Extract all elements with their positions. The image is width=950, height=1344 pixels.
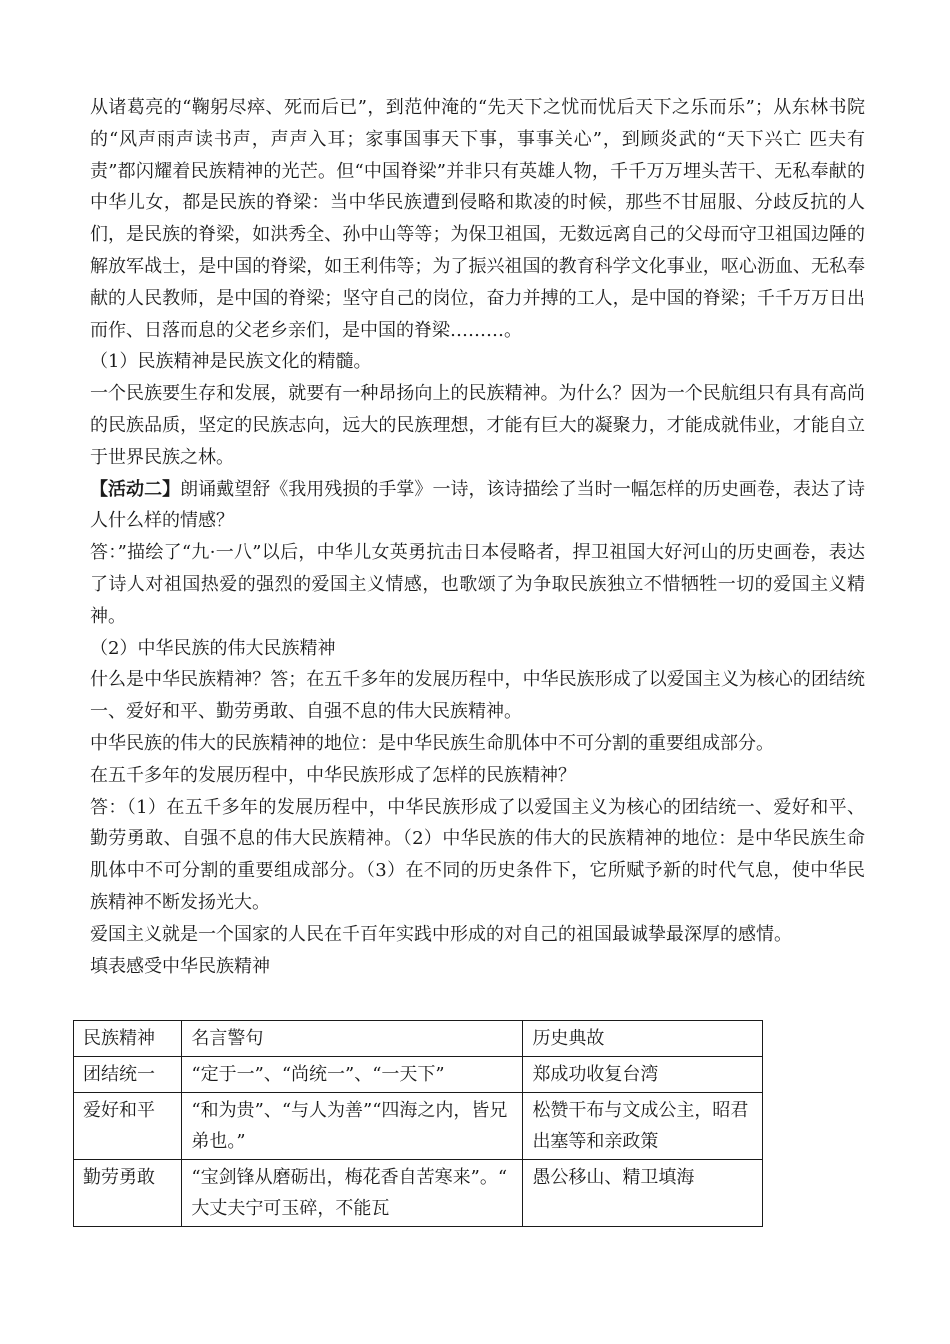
table-cell: 郑成功收复台湾 <box>523 1057 763 1093</box>
national-spirit-table <box>73 1020 763 1227</box>
national-spirit-status: 中华民族的伟大的民族精神的地位：是中华民族生命肌体中不可分割的重要组成部分。 <box>90 732 774 754</box>
table-row <box>74 1093 763 1160</box>
table-header-cell: 历史典故 <box>523 1021 763 1057</box>
national-spirit-definition: 什么是中华民族精神？答；在五千多年的发展历程中，中华民族形成了以爱国主义为核心的团结统一、爱好和平、勤劳勇敢、自强不息的伟大民族精神。 <box>90 669 865 723</box>
table-row <box>74 1057 763 1093</box>
table-header-cell: 名言警句 <box>182 1021 523 1057</box>
question-paragraph: 在五千多年的发展历程中，中华民族形成了怎样的民族精神？ <box>90 764 576 786</box>
table-header-row <box>74 1021 763 1057</box>
section-1-heading: （1）民族精神是民族文化的精髓。 <box>90 351 372 373</box>
table-cell: “定于一”、“尚统一”、“一天下” <box>182 1057 523 1093</box>
table-cell: 爱好和平 <box>74 1093 182 1160</box>
document-body <box>90 92 865 982</box>
table-header-cell: 民族精神 <box>74 1021 182 1057</box>
table-cell: 愚公移山、精卫填海 <box>523 1160 763 1227</box>
table-cell: 松赞干布与文成公主，昭君出塞等和亲政策 <box>523 1093 763 1160</box>
table-caption: 填表感受中华民族精神 <box>90 955 270 977</box>
table-cell: 勤劳勇敢 <box>74 1160 182 1227</box>
table-row <box>74 1160 763 1227</box>
section-1-paragraph: 一个民族要生存和发展，就要有一种昂扬向上的民族精神。为什么？因为一个民航组只有具有高尚的民族品质，坚定的民族志向，远大的民族理想，才能有巨大的凝聚力，才能成就伟业，才能自立于世界民族之林。 <box>90 383 865 468</box>
activity-2-answer: 答：”描绘了“九·一八”以后，中华儿女英勇抗击日本侵略者，捍卫祖国大好河山的历史画卷，表达了诗人对祖国热爱的强烈的爱国主义情感，也歌颂了为争取民族独立不惜牺牲一切的爱国主义精神。 <box>90 542 865 627</box>
activity-2-question <box>90 474 865 538</box>
answer-paragraph: 答：（1）在五千多年的发展历程中，中华民族形成了以爱国主义为核心的团结统一、爱好和平、勤劳勇敢、自强不息的伟大民族精神。（2）中华民族的伟大的民族精神的地位：是中华民族生命肌体中不可分割的重要组成部分。（3）在不同的历史条件下，它所赋予新的时代气息，使中华民族精神不断发扬光大。 <box>90 796 865 913</box>
table-cell: “宝剑锋从磨砺出，梅花香自苦寒来”。“ 大丈夫宁可玉碎，不能瓦 <box>182 1160 523 1227</box>
activity-2-label: 【活动二】 <box>90 478 181 500</box>
intro-paragraph: 从诸葛亮的“鞠躬尽瘁、死而后已”，到范仲淹的“先天下之忧而忧后天下之乐而乐”；从东林书院的“风声雨声读书声，声声入耳；家事国事天下事，事事关心”，到顾炎武的“天下兴亡 匹夫有责”都闪耀着民族精神的光芒。但“中国脊梁”并非只有英雄人物，千千万万埋头苦干、无私奉献的中华儿女，都是民族的脊梁：当中华民族遭到侵略和欺凌的时候，那些不甘屈服、分歧反抗的人们，是民族的脊梁，如洪秀全、孙中山等等；为保卫祖国，无数远离自己的父母而守卫祖国边陲的解放军战士，是中国的脊梁，如王利伟等；为了振兴祖国的教育科学文化事业，呕心沥血、无私奉献的人民教师，是中国的脊梁；坚守自己的岗位，奋力并搏的工人，是中国的脊梁；千千万万日出而作、日落而息的父老乡亲们，是中国的脊梁………。 <box>90 97 865 341</box>
activity-2-text: 朗诵戴望舒《我用残损的手掌》一诗，该诗描绘了当时一幅怎样的历史画卷，表达了诗人什么样的情感？ <box>90 478 866 532</box>
table-cell: “和为贵”、“与人为善”“四海之内，皆兄弟也。” <box>182 1093 523 1160</box>
section-2-heading: （2）中华民族的伟大民族精神 <box>90 637 336 659</box>
table-cell: 团结统一 <box>74 1057 182 1093</box>
patriotism-definition: 爱国主义就是一个国家的人民在千百年实践中形成的对自己的祖国最诚挚最深厚的感情。 <box>90 923 792 945</box>
